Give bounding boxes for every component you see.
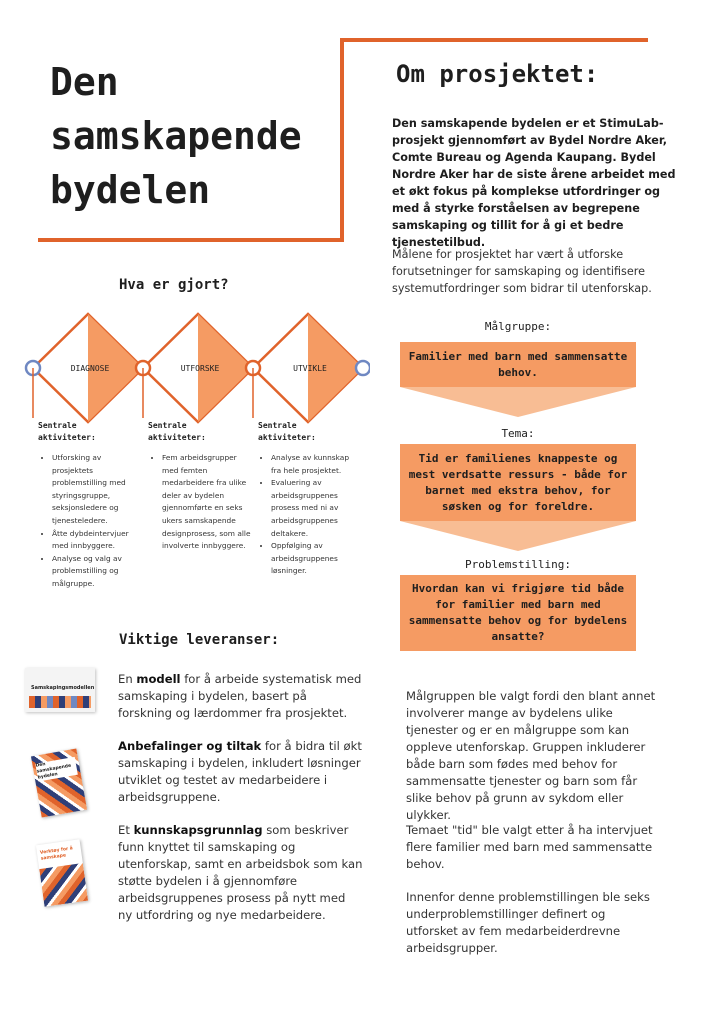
end-node-icon <box>356 361 370 375</box>
activities-list-diagnose <box>38 452 142 591</box>
knowledge-thumbnail-pattern <box>39 863 88 907</box>
problem-box <box>400 575 636 651</box>
list-item: • Oppfølging av arbeidsgruppenes løsninger. <box>271 540 361 578</box>
funnel-arrow-2 <box>400 521 636 551</box>
theme-label: Tema: <box>501 427 535 440</box>
deliverables-heading: Viktige leveranser: <box>119 632 280 648</box>
model-thumbnail-caption: Samskapingsmodellen <box>31 685 95 691</box>
deliverable-text-pre: Et <box>118 823 134 837</box>
done-heading: Hva er gjort? <box>119 277 229 293</box>
phase-label-utforske: UTFORSKE <box>180 364 220 373</box>
deliverable-text-post: som beskriver funn knyttet til samskaping og utenforskap, samt en arbeidsbok som kan støtte bydelen i å gjennomføre arbeidsgruppenes prosess på nytt med ny utfordring og nye medarbeidere. <box>118 823 363 922</box>
target-group-box <box>400 342 636 387</box>
theme-text: Tid er familienes knappeste og mest verdsatte ressurs - både for barnet med ekstra behov, for søsken og for foreldre. <box>408 451 628 513</box>
problem-label: Problemstilling: <box>465 558 571 571</box>
activities-list-utforske <box>148 452 252 553</box>
deliverable-text-bold: modell <box>136 672 181 686</box>
model-thumbnail-pattern <box>29 696 91 708</box>
knowledge-thumbnail-caption: Verktøy for å samskape <box>39 846 74 862</box>
list-item: • Analyse og valg av problemstilling og målgruppe. <box>52 553 142 591</box>
title-line-1: Den <box>50 60 119 104</box>
page-title <box>50 55 340 217</box>
deliverable-recommendations <box>118 738 363 806</box>
list-item: • Fem arbeidsgrupper med femten medarbeidere fra ulike deler av bydelen gjennomførte en seks ukers samskapende designprosess, som alle involverte innbyggere. <box>162 452 252 553</box>
about-paragraph: Målene for prosjektet har vært å utforske forutsetninger for samskaping og identifisere systemutfordringer som bidrar til utenforskap. <box>392 248 652 295</box>
phase-label-utvikle: UTVIKLE <box>293 364 327 373</box>
target-group-label: Målgruppe: <box>484 320 552 333</box>
list-item: • Åtte dybdeintervjuer med innbyggere. <box>52 528 142 553</box>
deliverable-text-pre: En <box>118 672 137 686</box>
list-item: • Evaluering av arbeidsgruppenes prosess med ni av arbeidsgruppenes deltakere. <box>271 477 361 540</box>
phase-label-diagnose: DIAGNOSE <box>70 364 110 373</box>
deliverable-text-post: for å bidra til økt samskaping i bydelen, inkludert løsninger utviklet og testet av medarbeidere i arbeidsgruppene. <box>118 739 362 804</box>
title-line-2: samskapende <box>50 114 302 158</box>
knowledge-thumbnail <box>36 839 88 907</box>
deliverable-text-bold: kunnskapsgrunnlag <box>133 823 263 837</box>
activities-heading-2: Sentrale aktiviteter: <box>148 421 206 442</box>
model-thumbnail <box>25 668 95 712</box>
funnel-arrow-shape <box>400 387 636 417</box>
problem-text: Hvordan kan vi frigjøre tid både for familier med barn med sammensatte behov og for bydelens ansatte? <box>408 582 628 643</box>
about-heading: Om prosjektet: <box>396 60 599 88</box>
list-item: • Analyse av kunnskap fra hele prosjektet. <box>271 452 361 477</box>
title-frame-right <box>340 38 344 242</box>
deliverable-model <box>118 671 363 722</box>
explanation-problem: Innenfor denne problemstillingen ble seks underproblemstillinger definert og utforsket av fem medarbeiderdrevne arbeidsgrupper. <box>406 890 650 955</box>
title-line-3: bydelen <box>50 168 211 212</box>
title-frame-top <box>340 38 648 42</box>
recommendations-thumbnail <box>31 748 87 817</box>
funnel-arrow-shape <box>400 521 636 551</box>
about-bold-intro: Den samskapende bydelen er et StimuLab-prosjekt gjennomført av Bydel Nordre Aker, Comte Bureau og Agenda Kaupang. Bydel Nordre Aker har de siste årene arbeidet med et økt fokus på komplekse utfordringer og med å styrke forståelsen av begrepene samskaping og tillit for å gi et bedre tjenestetilbud. <box>392 117 676 249</box>
theme-box <box>400 444 636 521</box>
funnel-arrow-1 <box>400 387 636 417</box>
activities-heading-1: Sentrale aktiviteter: <box>38 421 96 442</box>
recommendations-thumbnail-caption: Den samskapende bydelen <box>35 757 78 782</box>
target-group-text: Familier med barn med sammensatte behov. <box>408 349 628 379</box>
explanation-target-group: Målgruppen ble valgt fordi den blant annet involverer mange av bydelens ulike tjenester og er en målgruppe som kan oppleve utenforskap. Gruppen inkluderer både barn som fødes med behov for sammensatte tjenester og barn som får slike behov på grunn av sykdom eller ulykker. <box>406 689 656 822</box>
deliverable-text-bold: Anbefalinger og tiltak <box>118 739 262 753</box>
activities-heading-3: Sentrale aktiviteter: <box>258 421 316 442</box>
activities-list-utvikle <box>257 452 361 578</box>
explanation-theme: Temaet "tid" ble valgt etter å ha intervjuet flere familier med barn med sammensatte behov. <box>406 823 653 871</box>
deliverable-text-post: for å arbeide systematisk med samskaping i bydelen, basert på forskning og lærdommer fra prosjektet. <box>118 672 362 720</box>
list-item: • Utforsking av prosjektets problemstilling med styringsgruppe, seksjonsledere og tjenesteledere. <box>52 452 142 528</box>
title-frame-bottom <box>38 238 342 242</box>
deliverable-knowledge <box>118 822 363 924</box>
